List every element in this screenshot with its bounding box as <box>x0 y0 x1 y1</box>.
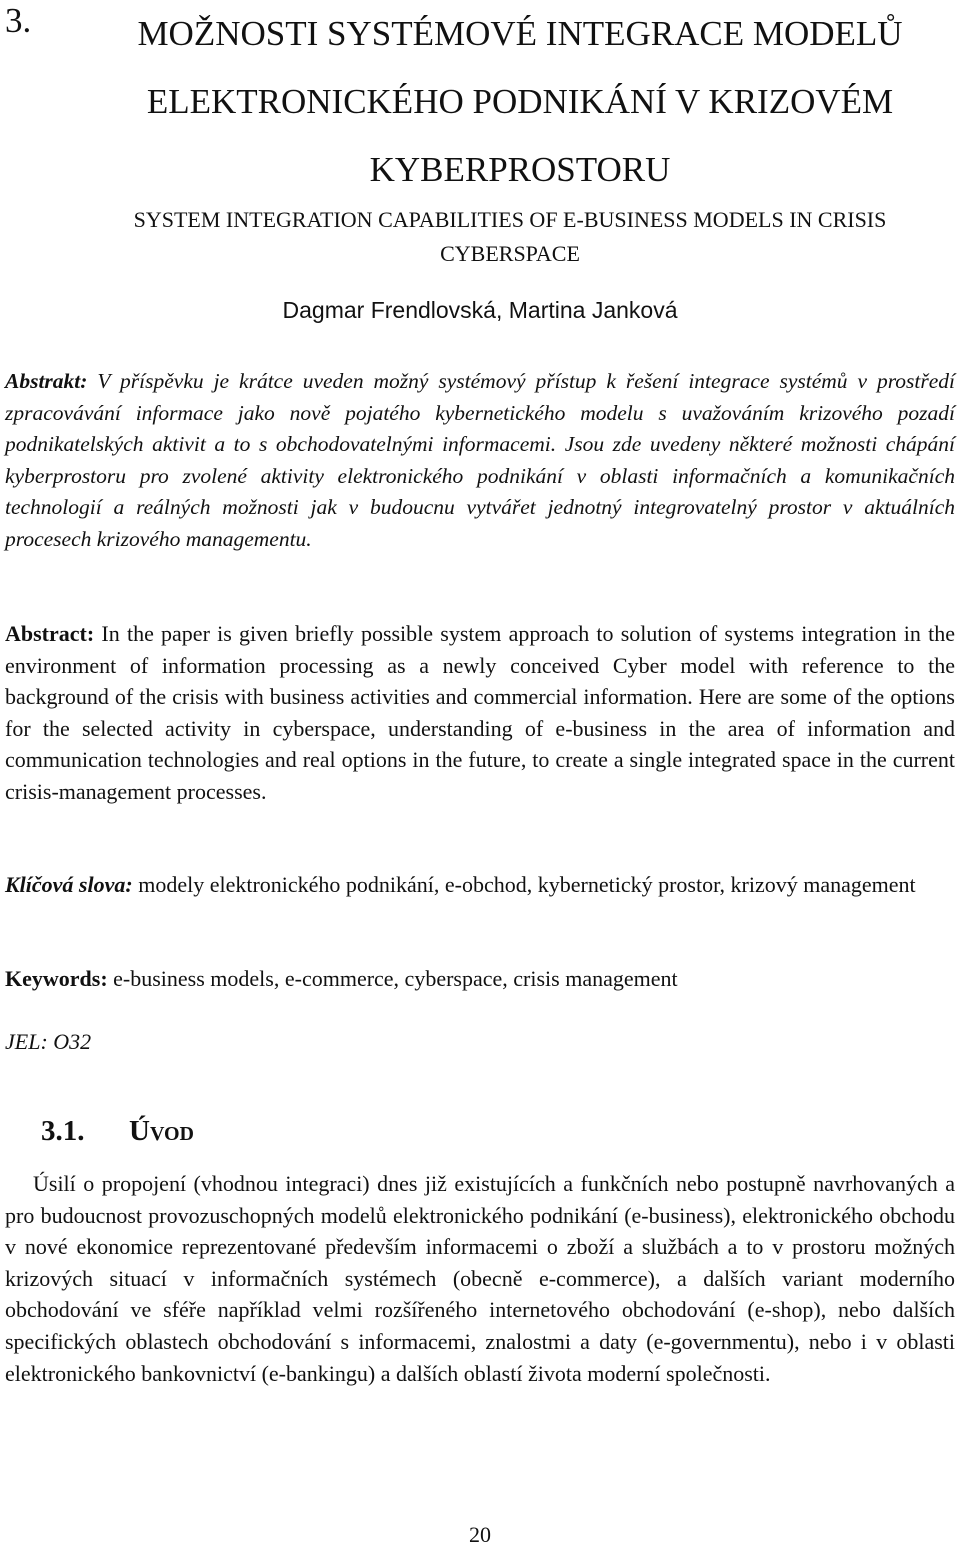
jel-classification <box>5 1026 955 1058</box>
abstract-czech-label: Abstrakt: <box>5 369 88 393</box>
abstract-czech <box>5 366 955 555</box>
page-number: 20 <box>469 1522 491 1547</box>
jel-code: O32 <box>47 1029 92 1054</box>
keywords-english-label: Keywords: <box>5 966 108 991</box>
chapter-number: 3. <box>5 1 32 40</box>
document-page <box>5 0 955 1553</box>
chapter-title-line-3: KYBERPROSTORU <box>369 150 671 189</box>
jel-label: JEL: <box>5 1029 48 1054</box>
keywords-czech-text: modely elektronického podnikání, e-obchod, kybernetický prostor, krizový management <box>132 872 916 897</box>
chapter-title-line-1: MOŽNOSTI SYSTÉMOVÉ INTEGRACE MODELŮ <box>137 14 903 53</box>
section-heading <box>41 1111 194 1151</box>
abstract-english <box>5 618 955 807</box>
keywords-english-text: e-business models, e-commerce, cyberspace, crisis management <box>107 966 678 991</box>
keywords-czech <box>5 869 955 901</box>
keywords-czech-label: Klíčová slova: <box>5 872 133 897</box>
english-title-line-2: CYBERSPACE <box>440 241 580 266</box>
abstract-english-label: Abstract: <box>5 621 95 646</box>
section-number: 3.1. <box>41 1115 85 1147</box>
abstract-czech-text: V příspěvku je krátce uveden možný systémový přístup k řešení integrace systémů v prostředí zpracovávání informace jako nově pojatého kybernetického modelu s uvažováním krizového pozadí podnikatelských aktivit a to s obchodovatelnými informacemi. Jsou zde uvedeny některé možnosti chápání kyberprostoru pro zvolené aktivity elektronického podnikání v oblasti informačních a komunikačních technologií a reálných možnosti jak v budoucnu vytvářet jednotný integrovatelný prostor v aktuálních procesech krizového managementu. <box>5 369 955 551</box>
english-title <box>65 203 955 271</box>
authors: Dagmar Frendlovská, Martina Janková <box>282 297 678 323</box>
intro-paragraph: Úsilí o propojení (vhodnou integraci) dnes již existujících a funkčních nebo postupně navrhovaných a pro budoucnost provozuschopných modelů elektronického podnikání (e-business), elektronického obchodu v nové ekonomice reprezentované především informacemi o zboží a službách a to v prostoru možných krizových situací v informačních systémech (obecně e-commerce), a dalších variant moderního obchodování ve sféře například velmi rozšířeného internetového obchodování (e-shop), nebo dalších specifických oblastech obchodování s informacemi, znalostmi a daty (e-governmentu), nebo i v oblasti elektronického bankovnictví (e-bankingu) a dalších oblastí života moderní společnosti. <box>5 1171 955 1386</box>
section-title: Úvod <box>129 1115 194 1147</box>
english-title-line-1: SYSTEM INTEGRATION CAPABILITIES OF E-BUSINESS MODELS IN CRISIS <box>133 207 887 232</box>
chapter-title <box>85 0 955 204</box>
chapter-title-line-2: ELEKTRONICKÉHO PODNIKÁNÍ V KRIZOVÉM <box>146 82 894 121</box>
abstract-english-text: In the paper is given briefly possible system approach to solution of systems integration in the environment of information processing as a newly conceived Cyber model with reference to the background of the crisis with business activities and commercial information. Here are some of the options for the selected activity in cyberspace, understanding of e-business in the area of information and communication technologies and real options in the future, to create a single integrated space in the current crisis-management processes. <box>5 621 955 804</box>
keywords-english <box>5 963 955 995</box>
